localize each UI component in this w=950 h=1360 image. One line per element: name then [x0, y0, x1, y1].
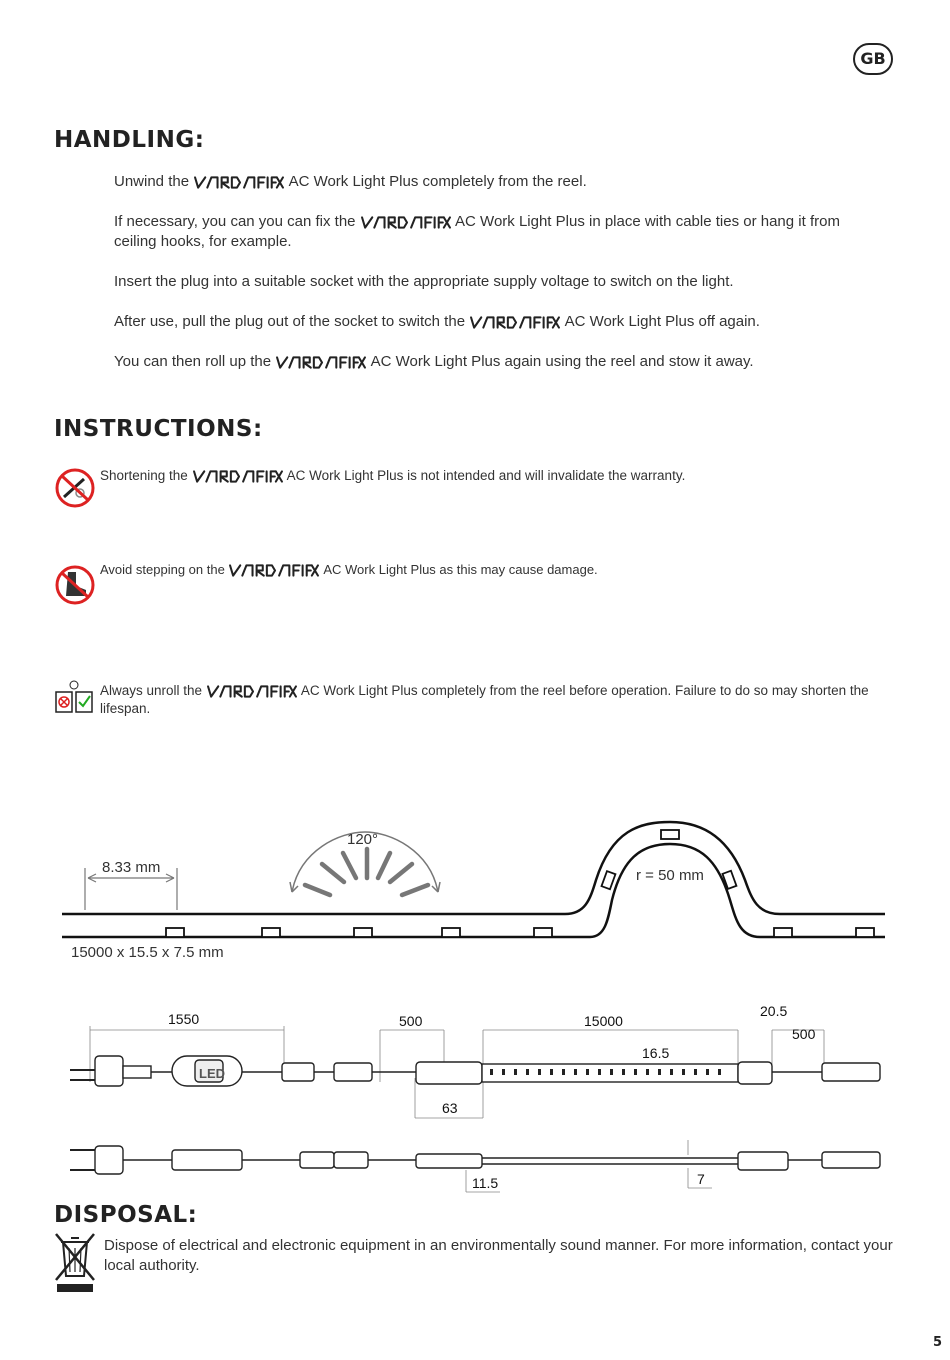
strip-profile — [62, 822, 885, 937]
technical-diagram — [0, 820, 950, 1200]
vardaflex-logo — [469, 315, 561, 330]
handling-heading: HANDLING: — [54, 127, 205, 153]
radius-label: r = 50 mm — [636, 867, 704, 884]
led-controller-label: LED — [199, 1066, 225, 1081]
handling-paragraph-1: Unwind the AC Work Light Plus completely from the reel. — [114, 173, 587, 190]
vardaflex-logo — [192, 469, 284, 484]
strip-width: 16.5 — [642, 1045, 670, 1061]
vardaflex-logo — [360, 215, 452, 230]
vardaflex-logo — [275, 355, 367, 370]
size-label: 15000 x 15.5 x 7.5 mm — [71, 944, 224, 961]
end-cap-length: 20.5 — [760, 1003, 788, 1019]
handling-paragraph-4: After use, pull the plug out of the socket to switch the AC Work Light Plus off again. — [114, 313, 760, 330]
disposal-heading: DISPOSAL: — [54, 1202, 198, 1228]
vardaflex-logo — [193, 175, 285, 190]
instructions-heading: INSTRUCTIONS: — [54, 416, 263, 442]
handling-paragraph-3: Insert the plug into a suitable socket with the appropriate supply voltage to switch on the light. — [114, 273, 734, 290]
instruction-unroll: Always unroll the AC Work Light Plus completely from the reel before operation. Failure to do so may shorten the lifespan. — [100, 683, 869, 716]
connector-height: 11.5 — [472, 1175, 499, 1191]
language-badge: GB — [853, 43, 893, 75]
disposal-text: Dispose of electrical and electronic equipment in an environmentally sound manner. For more information, contact your local authority. — [104, 1237, 893, 1274]
assembly-top — [70, 1056, 880, 1086]
vardaflex-logo — [206, 684, 298, 699]
page-number: 5 — [932, 1335, 942, 1350]
handling-paragraph-2: If necessary, you can you can fix the AC Work Light Plus in place with cable ties or hang it from ceiling hooks, for example. — [114, 213, 840, 250]
instruction-shortening: Shortening the AC Work Light Plus is not intended and will invalidate the warranty. — [100, 468, 686, 483]
plug-cable-length: 1550 — [168, 1011, 200, 1027]
reel-unroll-icon — [54, 680, 98, 716]
strip-height: 7 — [697, 1171, 705, 1187]
vardaflex-logo — [228, 563, 320, 578]
connector-length: 63 — [442, 1100, 458, 1116]
no-cutting-icon — [54, 467, 96, 509]
handling-paragraph-5: You can then roll up the AC Work Light Plus again using the reel and stow it away. — [114, 353, 754, 370]
instruction-stepping: Avoid stepping on the AC Work Light Plus as this may cause damage. — [100, 562, 598, 577]
extension-length: 500 — [399, 1013, 423, 1029]
spacing-label: 8.33 mm — [102, 859, 161, 876]
assembly-bottom — [70, 1146, 880, 1174]
end-cable-length: 500 — [792, 1026, 816, 1042]
no-stepping-icon — [54, 564, 96, 606]
strip-length: 15000 — [584, 1013, 623, 1029]
weee-bin-icon — [53, 1232, 97, 1294]
angle-label: 120° — [347, 831, 379, 848]
led-chips — [166, 830, 874, 937]
